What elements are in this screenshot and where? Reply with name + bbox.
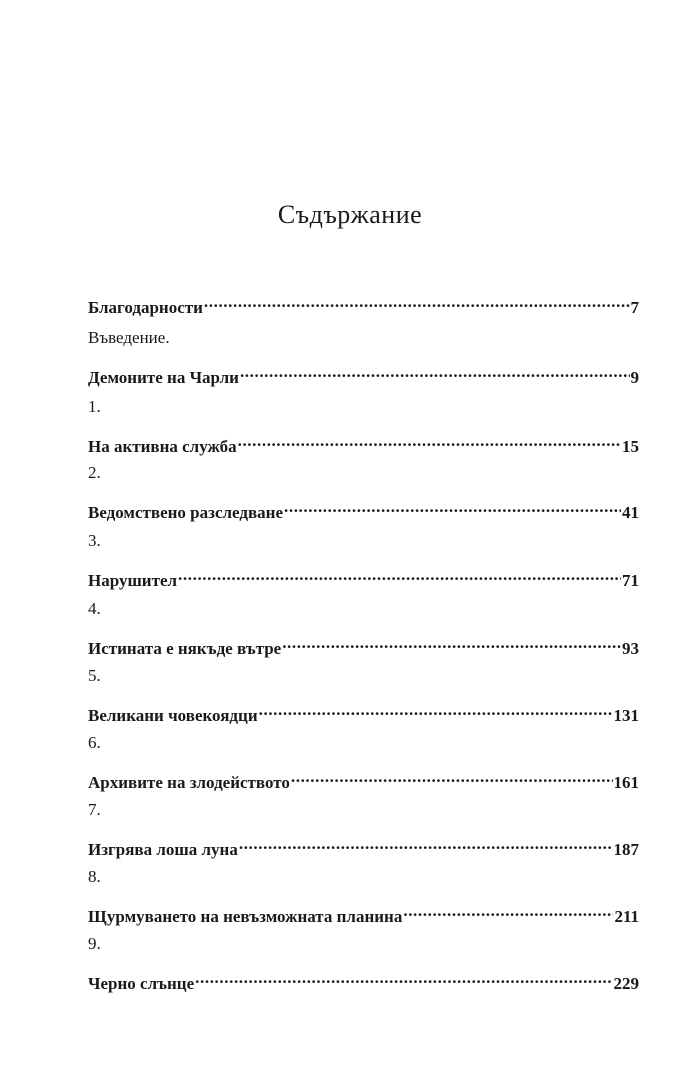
toc-entry-label: 1. [88,397,101,416]
toc-entry-chapter-2 [88,462,639,522]
dot-leader [204,291,630,313]
toc-entry-title: Нарушител [88,571,178,590]
toc-entry-page-number: 41 [622,503,639,522]
toc-entry-page-number: 9 [630,368,639,387]
toc-entry-acknowledgements [88,291,639,317]
toc-entry-chapter-6 [88,732,639,792]
toc-entry-line [88,766,639,792]
toc-entry-page-number: 187 [613,840,639,859]
toc-entry-label: 9. [88,934,101,953]
toc-entry-line [88,361,639,387]
dot-leader [195,967,612,989]
toc-entry-page-number: 7 [630,298,639,317]
toc-entry-page-number: 161 [613,773,639,792]
toc-entry-label: 4. [88,599,101,618]
toc-entry-chapter-5 [88,665,639,725]
toc-entry-title: Ведомствено разследване [88,503,283,522]
toc-entry-title: Демоните на Чарли [88,368,239,387]
toc-entry-chapter-3 [88,530,639,590]
toc-entry-line [88,496,639,522]
toc-entry-line [88,291,639,317]
toc-entry-title: Великани човекоядци [88,706,258,725]
toc-entry-chapter-8 [88,866,639,926]
toc-entry-page-number: 131 [613,706,639,725]
toc-entry-page-number: 229 [613,974,639,993]
dot-leader [284,496,621,518]
toc-entry-line [88,900,639,926]
toc-entry-title: Архивите на злодейството [88,773,290,792]
toc-entry-title: Щурмуването на невъзможната планина [88,907,403,926]
toc-entry-label: 7. [88,800,101,819]
toc-entry-label: 5. [88,666,101,685]
toc-entry-line [88,430,639,456]
dot-leader [259,699,613,721]
toc-entry-chapter-1 [88,396,639,456]
toc-entry-title: Черно слънце [88,974,195,993]
toc-entry-label: Въведение. [88,328,170,347]
toc-entry-chapter-4 [88,598,639,658]
toc-entry-title: Истината е някъде вътре [88,639,282,658]
dot-leader [178,564,621,586]
toc-entry-page-number: 15 [622,437,639,456]
toc-entry-page-number: 211 [614,907,639,926]
toc-entry-title: Изгрява лоша луна [88,840,238,859]
toc-entry-title: На активна служба [88,437,237,456]
dot-leader [239,833,613,855]
toc-entry-page-number: 71 [622,571,639,590]
dot-leader [291,766,613,788]
toc-entry-introduction [88,327,639,387]
dot-leader [240,361,630,383]
toc-entry-label: 6. [88,733,101,752]
toc-entry-page-number: 93 [622,639,639,658]
toc-entry-line [88,632,639,658]
toc-entry-chapter-9 [88,933,639,993]
toc-entry-line [88,967,639,993]
toc-entry-label: 3. [88,531,101,550]
toc-entry-label: 2. [88,463,101,482]
toc-entry-chapter-7 [88,799,639,859]
toc-entry-line [88,564,639,590]
toc-title: Съдържание [277,200,423,229]
toc-entry-label: 8. [88,867,101,886]
toc-entry-title: Благодарности [88,298,203,317]
toc-entry-line [88,833,639,859]
dot-leader [403,900,613,922]
dot-leader [238,430,621,452]
dot-leader [282,632,621,654]
toc-entry-line [88,699,639,725]
